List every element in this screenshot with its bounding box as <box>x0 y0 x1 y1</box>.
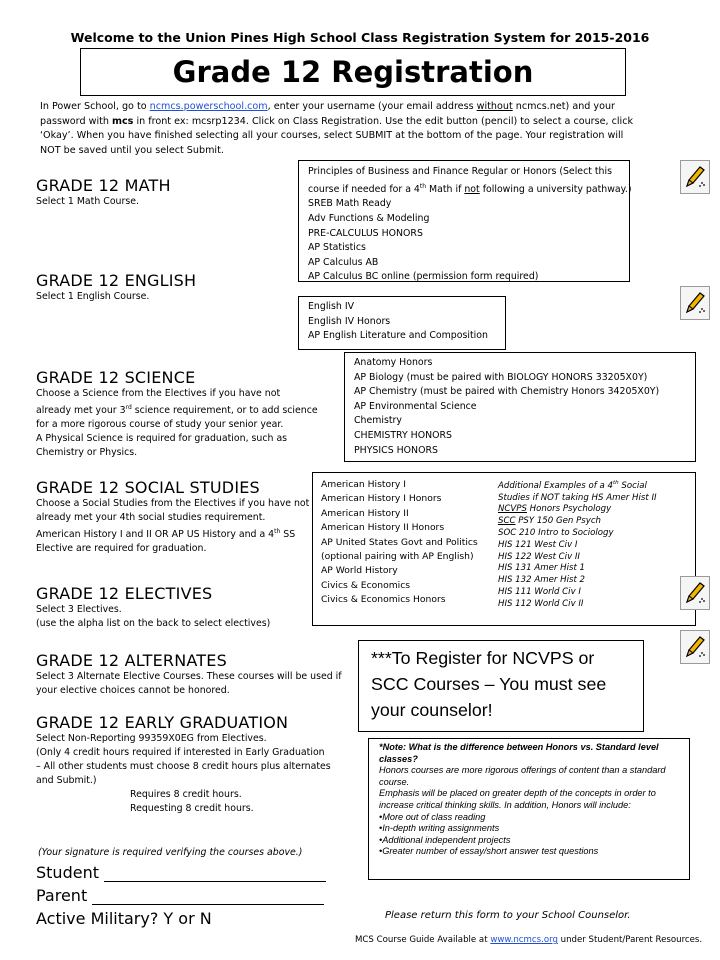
math-title: GRADE 12 MATH <box>36 176 171 195</box>
intro-mcs: mcs <box>112 115 134 127</box>
social-desc-1: Choose a Social Studies from the Electives if you have not <box>36 498 310 509</box>
credit-hours-requesting: Requesting 8 credit hours. <box>130 803 254 814</box>
ncmcs-link[interactable]: www.ncmcs.org <box>490 935 558 945</box>
math-course-item[interactable]: Adv Functions & Modeling <box>308 212 430 224</box>
science-course-item[interactable]: PHYSICS HONORS <box>354 444 438 456</box>
pencil-icon[interactable] <box>680 630 710 664</box>
honors-note-bullet: •Additional independent projects <box>379 834 511 845</box>
additional-item: NCVPS Honors Psychology <box>498 504 612 515</box>
course-guide-text: MCS Course Guide Available at <box>355 935 491 945</box>
social-course-item[interactable]: American History I <box>321 479 406 490</box>
powerschool-link[interactable]: ncmcs.powerschool.com <box>149 101 268 112</box>
pencil-icon[interactable] <box>680 286 710 320</box>
additional-heading-1: Additional Examples of a 4th Social <box>498 480 647 491</box>
additional-item: SOC 210 Intro to Sociology <box>498 528 614 539</box>
social-desc-4: Elective are required for graduation. <box>36 543 207 555</box>
science-course-item[interactable]: CHEMISTRY HONORS <box>354 429 452 441</box>
english-course-item[interactable]: English IV <box>308 301 355 312</box>
intro-without: without <box>476 101 513 112</box>
alternates-title: GRADE 12 ALTERNATES <box>36 651 227 670</box>
student-signature-row <box>36 863 326 882</box>
social-course-item[interactable]: AP United States Govt and Politics <box>321 536 478 548</box>
student-signature-line[interactable] <box>104 864 326 882</box>
intro-text-1: In Power School, go to <box>40 101 150 112</box>
electives-title: GRADE 12 ELECTIVES <box>36 584 213 603</box>
early-desc-1: Select Non-Reporting 99359X0EG from Electives. <box>36 733 267 744</box>
english-title: GRADE 12 ENGLISH <box>36 271 197 290</box>
science-course-item[interactable]: Anatomy Honors <box>354 357 433 368</box>
math-course-item[interactable]: AP Calculus AB <box>308 256 379 268</box>
math-course-box <box>298 160 630 282</box>
math-course-item[interactable]: SREB Math Ready <box>308 198 392 210</box>
parent-label: Parent <box>36 886 88 905</box>
page-title: Grade 12 Registration <box>172 55 534 89</box>
science-desc-1: Choose a Science from the Electives if you have not <box>36 388 281 399</box>
parent-signature-row <box>36 886 324 905</box>
intro-instructions <box>40 100 640 158</box>
electives-section <box>36 584 270 631</box>
honors-note-bullet: •Greater number of essay/short answer test questions <box>379 846 599 857</box>
social-additional-examples <box>498 478 657 611</box>
credit-hours-required: Requires 8 credit hours. <box>130 789 242 800</box>
english-course-box <box>298 296 506 350</box>
alternates-desc-2: your elective choices cannot be honored. <box>36 685 230 696</box>
science-course-item[interactable]: AP Environmental Science <box>354 400 477 412</box>
alternates-section <box>36 651 342 698</box>
electives-desc-1: Select 3 Electives. <box>36 604 122 615</box>
early-desc-2: (Only 4 credit hours required if interested in Early Graduation <box>36 747 325 758</box>
early-graduation-title: GRADE 12 EARLY GRADUATION <box>36 713 289 732</box>
science-section <box>36 368 318 460</box>
english-course-item[interactable]: AP English Literature and Composition <box>308 330 488 342</box>
intro-text-3: ncmcs.net) and your password with <box>40 101 615 127</box>
english-course-item[interactable]: English IV Honors <box>308 315 391 327</box>
social-course-list <box>321 478 478 608</box>
science-course-item[interactable]: AP Biology (must be paired with BIOLOGY HONORS 33205X0Y) <box>354 371 648 383</box>
social-desc-2: already met your 4th social studies requirement. <box>36 512 266 523</box>
early-graduation-section <box>36 713 331 816</box>
welcome-banner: Welcome to the Union Pines High School Class Registration System for 2015-2016 <box>70 30 650 45</box>
social-course-item[interactable]: Civics & Economics <box>321 579 411 591</box>
additional-item: HIS 122 West Civ II <box>498 551 580 562</box>
pencil-icon[interactable] <box>680 160 710 194</box>
honors-note-bullet: •More out of class reading <box>379 811 486 822</box>
additional-item: HIS 112 World Civ II <box>498 598 584 609</box>
honors-note-title: *Note: What is the difference between Honors vs. Standard level classes? <box>379 742 659 764</box>
intro-text-2: , enter your username (your email address <box>267 101 477 112</box>
math-course-note-2: course if needed for a 4th Math if not following a university pathway.) <box>308 182 632 195</box>
early-desc-3: – All other students must choose 8 credit hours plus alternates <box>36 761 331 772</box>
honors-note-p2: Emphasis will be placed on greater depth of the concepts in order to increase critical thinking skills. In addition, Honors will include: <box>379 788 656 810</box>
social-course-item[interactable]: Civics & Economics Honors <box>321 594 446 606</box>
math-desc: Select 1 Math Course. <box>36 196 139 207</box>
social-studies-section <box>36 478 309 556</box>
science-desc-4: A Physical Science is required for graduation, such as <box>36 433 288 445</box>
additional-heading-2: Studies if NOT taking HS Amer Hist II <box>498 492 657 503</box>
additional-item: HIS 121 West Civ I <box>498 539 578 550</box>
course-guide-note <box>355 935 702 945</box>
title-box <box>80 48 626 96</box>
honors-note-bullet: •In-depth writing assignments <box>379 823 500 834</box>
honors-note-p1: Honors courses are more rigorous offerings of content than a standard course. <box>379 765 666 787</box>
math-course-item[interactable]: AP Statistics <box>308 242 366 254</box>
social-studies-title: GRADE 12 SOCIAL STUDIES <box>36 478 260 497</box>
additional-item: HIS 131 Amer Hist 1 <box>498 563 586 574</box>
intro-text-4: in front ex: mcsrp1234. Click on Class Registration. Use the edit button (pencil) to select a course, click ‘Okay’. When you have finished selecting all your courses, select SUBMIT at the bottom of the page. Your registration will NOT be saved until you select Submit. <box>40 115 634 156</box>
math-course-note-1: Principles of Business and Finance Regular or Honors (Select this <box>308 166 612 177</box>
ncvps-scc-notice: ***To Register for NCVPS or SCC Courses – You must see your counselor! <box>358 640 644 732</box>
parent-signature-line[interactable] <box>92 887 324 905</box>
social-course-item-note: (optional pairing with AP English) <box>321 551 474 563</box>
math-section <box>36 176 171 209</box>
honors-note-box <box>368 738 690 880</box>
social-course-item[interactable]: AP World History <box>321 565 398 577</box>
early-desc-4: and Submit.) <box>36 775 97 786</box>
student-label: Student <box>36 863 99 882</box>
pencil-icon[interactable] <box>680 576 710 610</box>
active-military-question: Active Military? Y or N <box>36 909 212 928</box>
math-course-item[interactable]: AP Calculus BC online (permission form required) <box>308 271 539 283</box>
return-instruction: Please return this form to your School Counselor. <box>385 910 631 921</box>
science-course-box <box>344 352 696 462</box>
social-course-item[interactable]: American History II <box>321 507 409 519</box>
social-course-box <box>312 472 696 626</box>
alternates-desc-1: Select 3 Alternate Elective Courses. These courses will be used if <box>36 671 342 682</box>
additional-item: SCC PSY 150 Gen Psych <box>498 516 601 527</box>
electives-desc-2: (use the alpha list on the back to select electives) <box>36 618 271 629</box>
science-title: GRADE 12 SCIENCE <box>36 368 196 387</box>
math-course-item[interactable]: PRE-CALCULUS HONORS <box>308 227 423 239</box>
social-course-item[interactable]: American History I Honors <box>321 493 442 505</box>
science-course-item[interactable]: Chemistry <box>354 415 402 427</box>
additional-item: HIS 111 World Civ I <box>498 587 581 598</box>
social-course-item[interactable]: American History II Honors <box>321 522 445 534</box>
social-desc-3: American History I and II OR AP US History and a 4th SS <box>36 528 296 541</box>
english-section <box>36 271 196 304</box>
science-desc-5: Chemistry or Physics. <box>36 447 138 459</box>
english-desc: Select 1 English Course. <box>36 291 150 302</box>
science-desc-2: already met your 3rd science requirement, or to add science <box>36 404 318 417</box>
science-course-item[interactable]: AP Chemistry (must be paired with Chemistry Honors 34205X0Y) <box>354 386 660 398</box>
additional-item: HIS 132 Amer Hist 2 <box>498 575 586 586</box>
course-guide-text-2: under Student/Parent Resources. <box>557 935 703 945</box>
signature-note: (Your signature is required verifying the courses above.) <box>38 847 303 858</box>
science-desc-3: for a more rigorous course of study your senior year. <box>36 419 284 431</box>
